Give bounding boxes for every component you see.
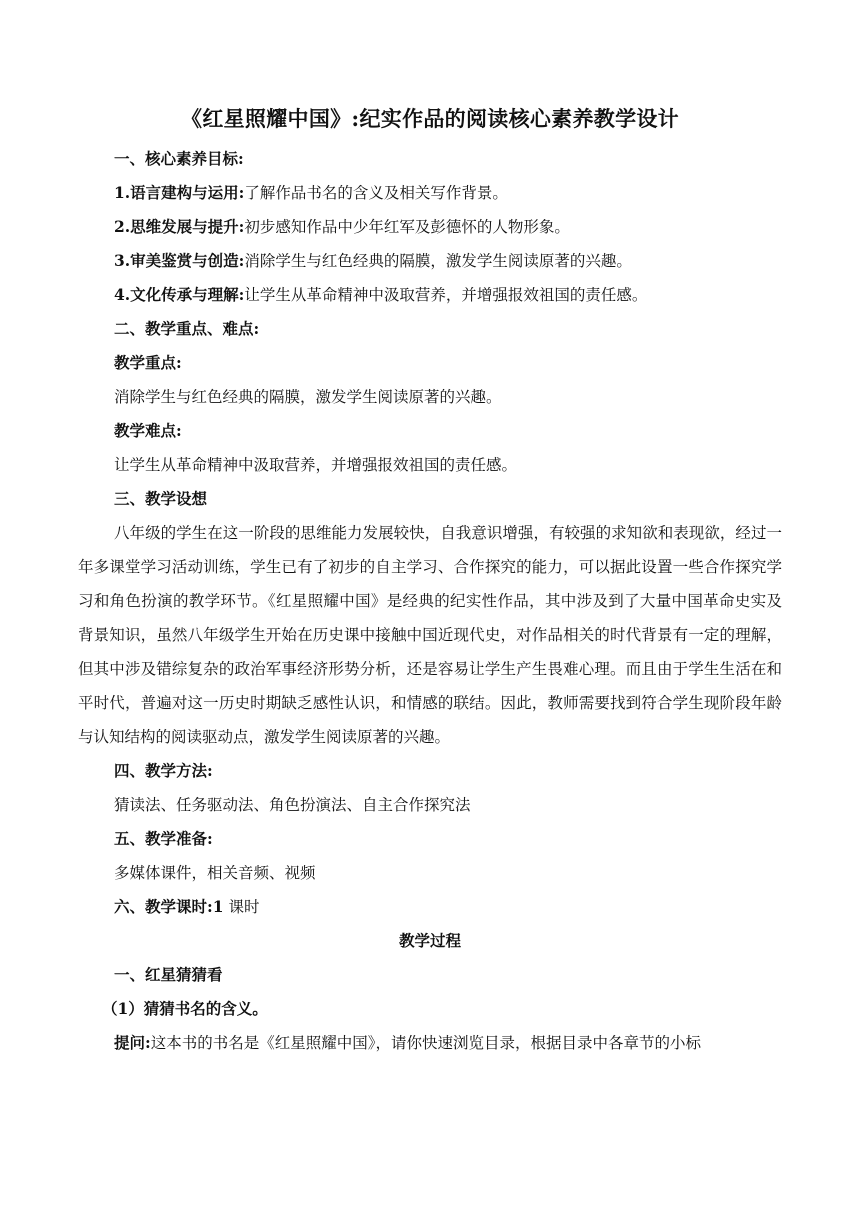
document-title: 《红星照耀中国》:纪实作品的阅读核心素养教学设计 <box>181 106 679 131</box>
question-text: 这本书的书名是《红星照耀中国》，请你快速浏览目录，根据目录中各章节的小标 <box>150 1034 701 1052</box>
goal-label: 1.语言建构与运用: <box>114 183 245 202</box>
preparation-text: 多媒体课件，相关音频、视频 <box>114 864 316 882</box>
goal-label: 4.文化传承与理解: <box>114 285 245 304</box>
difficulty-label: 教学难点: <box>114 421 182 440</box>
process-subheading-1: （1）猜猜书名的含义。 <box>102 999 268 1018</box>
process-heading-1: 一、红星猜猜看 <box>114 965 223 984</box>
methods-text: 猜读法、任务驱动法、角色扮演法、自主合作探究法 <box>114 796 471 814</box>
goal-item-2 <box>78 210 782 244</box>
section-heading-goals: 一、核心素养目标: <box>114 149 244 168</box>
process-title: 教学过程 <box>398 931 461 950</box>
question-line <box>78 1026 782 1060</box>
goal-text: 初步感知作品中少年红军及彭德怀的人物形象。 <box>244 218 570 236</box>
design-paragraph: 八年级的学生在这一阶段的思维能力发展较快，自我意识增强，有较强的求知欲和表现欲，经过一年多课堂学习活动训练，学生已有了初步的自主学习、合作探究的能力，可以据此设置一些合作探究学习和角色扮演的教学环节。《红星照耀中国》是经典的纪实性作品，其中涉及到了大量中国革命史实及背景知识，虽然八年级学生开始在历史课中接触中国近现代史，对作品相关的时代背景有一定的理解，但其中涉及错综复杂的政治军事经济形势分析，还是容易让学生产生畏难心理。而且由于学生生活在和平时代，普遍对这一历史时期缺乏感性认识，和情感的联结。因此，教师需要找到符合学生现阶段年龄与认知结构的阅读驱动点，激发学生阅读原著的兴趣。 <box>78 524 782 746</box>
hours-unit: 课时 <box>228 898 260 916</box>
key-point-label: 教学重点: <box>114 353 182 372</box>
goal-text: 消除学生与红色经典的隔膜，激发学生阅读原著的兴趣。 <box>244 252 632 270</box>
difficulty-text: 让学生从革命精神中汲取营养，并增强报效祖国的责任感。 <box>114 456 518 474</box>
goal-text: 让学生从革命精神中汲取营养，并增强报效祖国的责任感。 <box>244 286 648 304</box>
goal-text: 了解作品书名的含义及相关写作背景。 <box>244 184 508 202</box>
goal-item-1 <box>78 176 782 210</box>
hours-number: 1 <box>212 897 224 916</box>
key-point-text: 消除学生与红色经典的隔膜，激发学生阅读原著的兴趣。 <box>114 388 502 406</box>
goal-label: 3.审美鉴赏与创造: <box>114 251 245 270</box>
section-heading-methods: 四、教学方法: <box>114 761 213 780</box>
section-heading-key-points: 二、教学重点、难点: <box>114 319 260 338</box>
section-heading-hours <box>78 890 782 924</box>
goal-item-4 <box>78 278 782 312</box>
hours-label: 六、教学课时: <box>114 897 213 916</box>
question-label: 提问: <box>114 1033 151 1052</box>
goal-label: 2.思维发展与提升: <box>114 217 245 236</box>
section-heading-preparation: 五、教学准备: <box>114 829 213 848</box>
goal-item-3 <box>78 244 782 278</box>
section-heading-design: 三、教学设想 <box>114 489 208 508</box>
